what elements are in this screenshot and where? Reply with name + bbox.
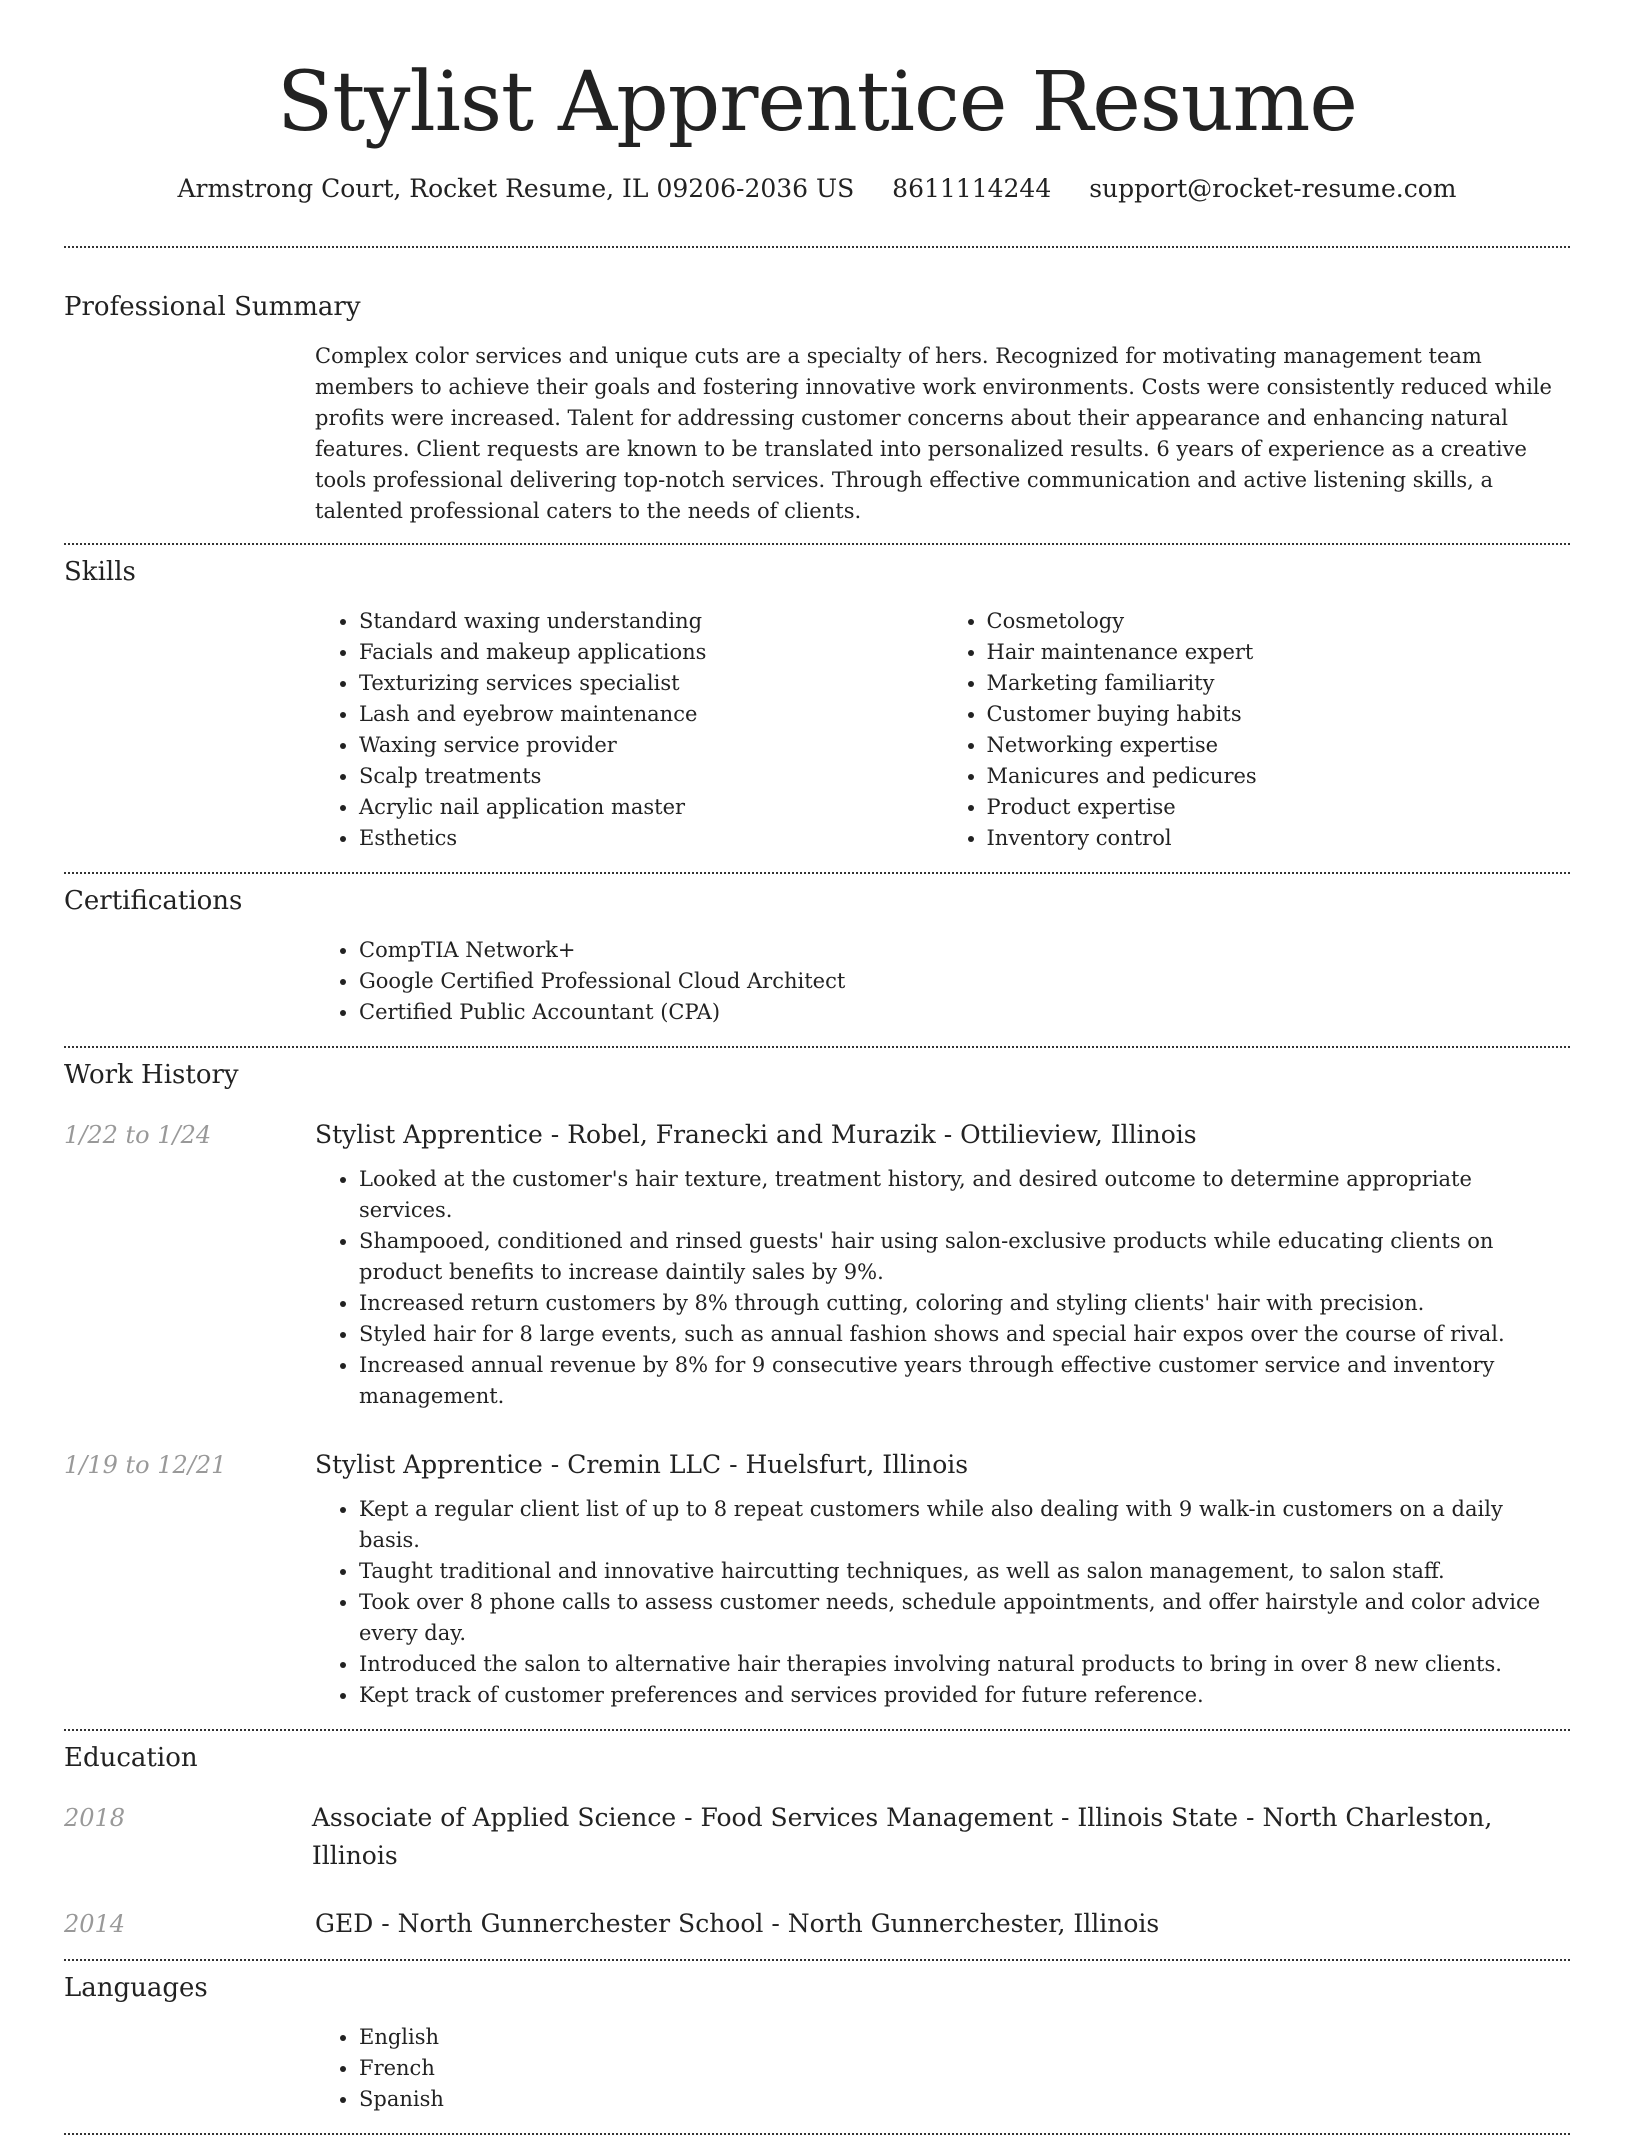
skill-item: • Marketing familiarity [987, 668, 1571, 699]
job-bullet: • Taught traditional and innovative haircutting techniques, as well as salon management, to salon staff. [359, 1556, 1570, 1587]
job-title: Stylist Apprentice - Cremin LLC - Huelsfurt, Illinois [315, 1450, 969, 1479]
section-divider [64, 1959, 1570, 1961]
job-bullet: • Increased return customers by 8% through cutting, coloring and styling clients' hair with precision. [359, 1288, 1570, 1319]
job-entry [64, 1446, 1570, 1484]
certification-item: • Google Certified Professional Cloud Architect [359, 966, 1570, 997]
job-bullet: • Styled hair for 8 large events, such as annual fashion shows and special hair expos over the course of rival. [359, 1319, 1570, 1350]
education-entry [64, 1905, 1570, 1943]
job-bullet: • Increased annual revenue by 8% for 9 consecutive years through effective customer service and inventory management. [359, 1350, 1570, 1412]
job-bullet: • Introduced the salon to alternative hair therapies involving natural products to bring in over 8 new clients. [359, 1649, 1570, 1680]
certification-item: • Certified Public Accountant (CPA) [359, 997, 1570, 1028]
job-bullet: • Took over 8 phone calls to assess customer needs, schedule appointments, and offer hairstyle and color advice every day. [359, 1587, 1570, 1649]
skill-item: • Networking expertise [987, 730, 1571, 761]
contact-email: support@rocket-resume.com [1089, 174, 1457, 203]
skill-item: • Scalp treatments [359, 761, 943, 792]
section-divider [64, 543, 1570, 545]
skills-columns [315, 606, 1570, 854]
education-year: 2018 [64, 1804, 126, 1832]
section-divider [64, 1729, 1570, 1731]
certifications-content [315, 935, 1570, 1028]
language-item: • English [359, 2022, 1570, 2053]
skill-item: • Facials and makeup applications [359, 637, 943, 668]
job-details [315, 1494, 1570, 1711]
education-year: 2014 [64, 1910, 126, 1938]
skill-item: • Standard waxing understanding [359, 606, 943, 637]
languages-content [315, 2022, 1570, 2115]
education-detail: GED - North Gunnerchester School - North Gunnerchester, Illinois [315, 1909, 1160, 1938]
language-item: • French [359, 2053, 1570, 2084]
job-bullet: • Kept track of customer preferences and services provided for future reference. [359, 1680, 1570, 1711]
contact-address: Armstrong Court, Rocket Resume, IL 09206-2036 US [177, 174, 855, 203]
skill-item: • Inventory control [987, 823, 1571, 854]
section-divider [64, 872, 1570, 874]
job-bullet: • Shampooed, conditioned and rinsed guests' hair using salon-exclusive products while educating clients on product benefits to increase daintily sales by 9%. [359, 1226, 1570, 1288]
summary-heading: Professional Summary [64, 292, 361, 322]
job-dates: 1/22 to 1/24 [64, 1121, 212, 1149]
section-divider [64, 246, 1570, 248]
skill-item: • Product expertise [987, 792, 1571, 823]
skill-item: • Cosmetology [987, 606, 1571, 637]
job-bullet: • Looked at the customer's hair texture, treatment history, and desired outcome to determine appropriate services. [359, 1164, 1570, 1226]
contact-line [64, 172, 1570, 206]
skill-item: • Texturizing services specialist [359, 668, 943, 699]
job-bullets [315, 1494, 1570, 1711]
certifications-heading: Certifications [64, 886, 243, 916]
summary-text: Complex color services and unique cuts are a specialty of hers. Recognized for motivating management team members to achieve their goals and fostering innovative work environments. Costs were consistently reduced while profits were increased. Talent for addressing customer concerns about their appearance and enhancing natural features. Client requests are known to be translated into personalized results. 6 years of experience as a creative tools professional delivering top-notch services. Through effective communication and active listening skills, a talented professional caters to the needs of clients. [315, 344, 1552, 523]
languages-list [315, 2022, 1570, 2115]
education-heading: Education [64, 1743, 198, 1773]
education-detail: Associate of Applied Science - Food Services Management - Illinois State - North Charleston, Illinois [311, 1803, 1493, 1870]
skills-list-right [943, 606, 1571, 854]
skills-heading: Skills [64, 557, 136, 587]
job-bullet: • Kept a regular client list of up to 8 repeat customers while also dealing with 9 walk-in customers on a daily basis. [359, 1494, 1570, 1556]
contact-phone: 8611114244 [892, 174, 1052, 203]
job-dates: 1/19 to 12/21 [64, 1451, 227, 1479]
skill-item: • Customer buying habits [987, 699, 1571, 730]
job-details [315, 1164, 1570, 1412]
language-item: • Spanish [359, 2084, 1570, 2115]
resume-title: Stylist Apprentice Resume [277, 55, 1357, 150]
skill-item: • Hair maintenance expert [987, 637, 1571, 668]
skill-item: • Esthetics [359, 823, 943, 854]
skill-item: • Acrylic nail application master [359, 792, 943, 823]
skills-list-left [315, 606, 943, 854]
certification-item: • CompTIA Network+ [359, 935, 1570, 966]
languages-heading: Languages [64, 1973, 208, 2003]
certifications-list [315, 935, 1570, 1028]
skill-item: • Lash and eyebrow maintenance [359, 699, 943, 730]
skill-item: • Manicures and pedicures [987, 761, 1571, 792]
education-entry [64, 1799, 1570, 1875]
job-title: Stylist Apprentice - Robel, Franecki and Murazik - Ottilieview, Illinois [315, 1120, 1197, 1149]
work-heading: Work History [64, 1060, 239, 1090]
section-divider [64, 1046, 1570, 1048]
resume-page [64, 0, 1570, 2135]
job-bullets [315, 1164, 1570, 1412]
job-entry [64, 1116, 1570, 1154]
skill-item: • Waxing service provider [359, 730, 943, 761]
